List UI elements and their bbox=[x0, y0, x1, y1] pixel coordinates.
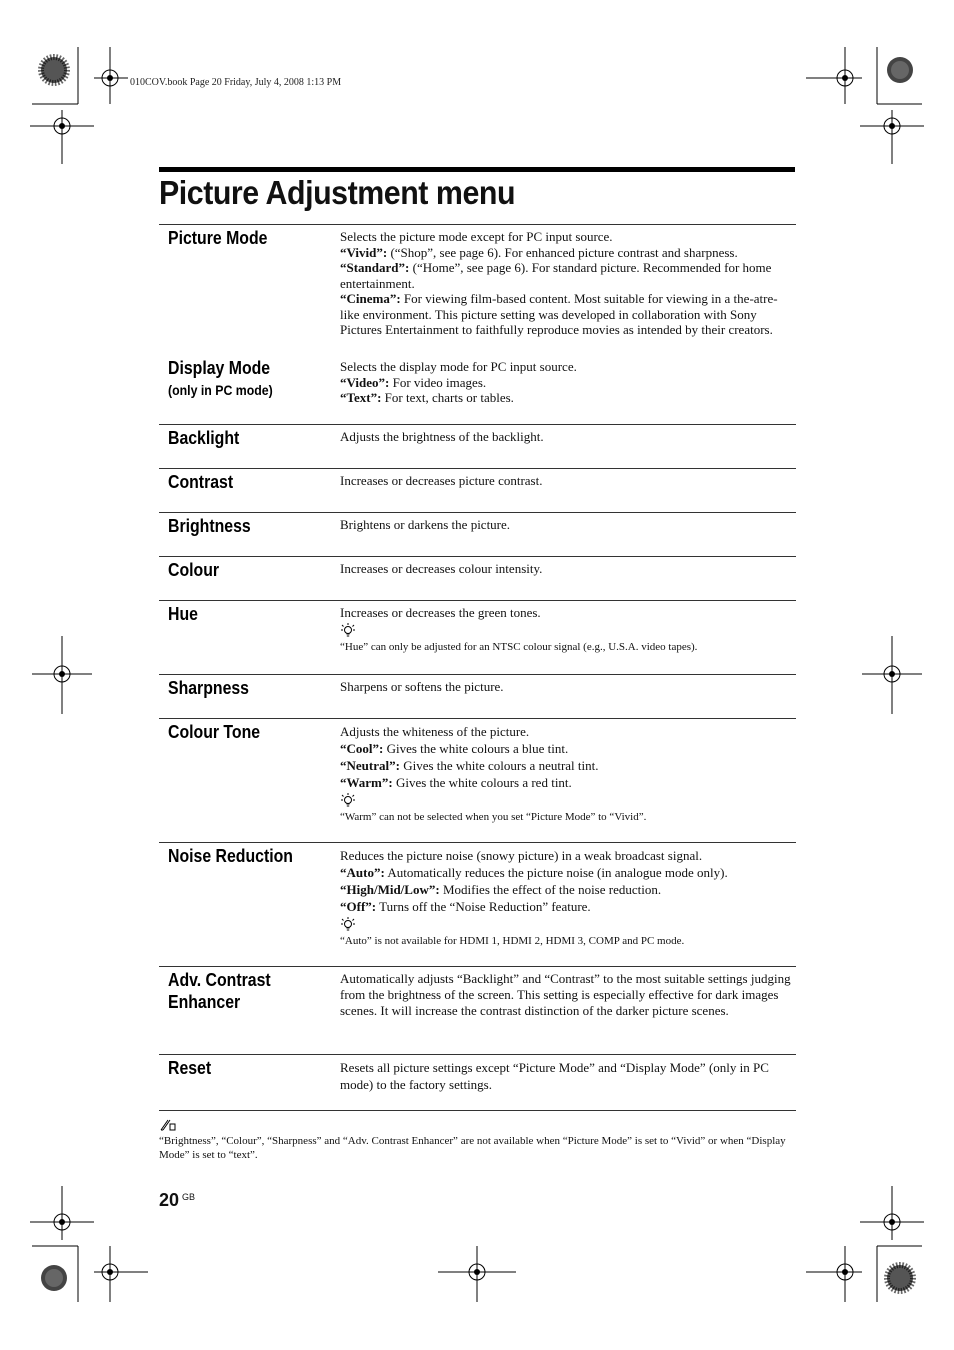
label-colour: Colour bbox=[168, 560, 220, 580]
note-text: “Brightness”, “Colour”, “Sharpness” and “Adv. Contrast Enhancer” are not available when “Picture Mode” is set to “Vivid” or when “Display Mode” is set to “text”. bbox=[159, 1135, 786, 1161]
row-sharpness bbox=[159, 674, 796, 718]
page-title: Picture Adjustment menu bbox=[159, 174, 516, 211]
desc-backlight: Adjusts the brightness of the backlight. bbox=[340, 429, 544, 444]
desc-hue: Increases or decreases the green tones. “Hue” can only be adjusted for an NTSC colour signal (e.g., U.S.A. video tapes). bbox=[340, 605, 796, 654]
hint-lightbulb-icon bbox=[340, 916, 356, 934]
desc-brightness: Brightens or darkens the picture. bbox=[340, 517, 511, 532]
settings-table bbox=[159, 224, 796, 1111]
desc-sharpness: Sharpens or softens the picture. bbox=[340, 679, 504, 694]
label-adv-contrast: Adv. Contrast Enhancer bbox=[168, 970, 271, 1012]
title-rule bbox=[159, 167, 795, 172]
desc-colour-tone: Adjusts the whiteness of the picture. “Cool”: Gives the white colours a blue tint. “Neutral”: Gives the white colours a neutral tint. “Warm”: Gives the white colours a red tint. “Warm” can not be selected when you set “Picture Mode” to “Vivid”. bbox=[340, 723, 796, 824]
label-contrast: Contrast bbox=[168, 472, 234, 492]
row-reset bbox=[159, 1054, 796, 1111]
desc-adv-contrast: Automatically adjusts “Backlight” and “Contrast” to the most suitable settings judging from the brightness of the screen. This setting is especially effective for dark images scenes. It will increase the contrast distinction of the darker picture scenes. bbox=[340, 971, 791, 1018]
label-brightness: Brightness bbox=[168, 516, 251, 536]
hint-hue: “Hue” can only be adjusted for an NTSC colour signal (e.g., U.S.A. video tapes). bbox=[340, 640, 698, 653]
desc-display-mode: Selects the display mode for PC input source. “Video”: For video images. “Text”: For text, charts or tables. bbox=[340, 359, 577, 405]
desc-contrast: Increases or decreases picture contrast. bbox=[340, 473, 543, 488]
row-colour bbox=[159, 556, 796, 600]
page-number: 20 $^{GB}$ bbox=[159, 1190, 196, 1210]
row-backlight bbox=[159, 424, 796, 468]
desc-picture-mode: Selects the picture mode except for PC input source. “Vivid”: (“Shop”, see page 6). For enhanced picture contrast and sharpness. “Standard”: (“Home”, see page 6). For standard picture. Recommended for home entertainment. “Cinema”: For viewing film-based content. Most suitable for viewing in a the-atre-like environment. This picture setting was developed in collaboration with Sony Pictures Entertainment to faithfully reproduce movies as intended by their creators. bbox=[340, 229, 778, 337]
label-hue: Hue bbox=[168, 604, 198, 624]
row-picture-mode bbox=[159, 224, 796, 424]
label-colour-tone: Colour Tone bbox=[168, 722, 261, 742]
desc-reset: Resets all picture settings except “Picture Mode” and “Display Mode” (only in PC mode) to the factory settings. bbox=[340, 1060, 769, 1092]
label-noise-reduction: Noise Reduction bbox=[168, 846, 293, 866]
row-colour-tone bbox=[159, 718, 796, 842]
label-sharpness: Sharpness bbox=[168, 678, 250, 698]
desc-colour: Increases or decreases colour intensity. bbox=[340, 561, 543, 576]
row-brightness bbox=[159, 512, 796, 556]
row-adv-contrast bbox=[159, 966, 796, 1054]
desc-noise-reduction: Reduces the picture noise (snowy picture) in a weak broadcast signal. “Auto”: Automatically reduces the picture noise (in analogue mode only). “High/Mid/Low”: Modifies the effect of the noise reduction. “Off”: Turns off the “Noise Reduction” feature. “Auto” is not available for HDMI 1, HDMI 2, HDMI 3, COMP and PC mode. bbox=[340, 847, 796, 948]
row-contrast bbox=[159, 468, 796, 512]
label-picture-mode: Picture Mode bbox=[168, 228, 268, 248]
row-noise-reduction bbox=[159, 842, 796, 966]
sublabel-pc-mode: (only in PC mode) bbox=[168, 382, 273, 398]
hint-lightbulb-icon bbox=[340, 792, 356, 810]
label-backlight: Backlight bbox=[168, 428, 240, 448]
hint-noise-reduction: “Auto” is not available for HDMI 1, HDMI 2, HDMI 3, COMP and PC mode. bbox=[340, 935, 685, 947]
row-hue bbox=[159, 600, 796, 674]
note bbox=[159, 1118, 799, 1162]
label-display-mode: Display Mode (only in PC mode) bbox=[168, 357, 318, 400]
hint-colour-tone: “Warm” can not be selected when you set “Picture Mode” to “Vivid”. bbox=[340, 811, 647, 823]
hint-lightbulb-icon bbox=[340, 622, 356, 640]
label-reset: Reset bbox=[168, 1058, 212, 1078]
note-pencil-icon bbox=[159, 1118, 177, 1132]
print-header: 010COV.book Page 20 Friday, July 4, 2008 1:13 PM bbox=[130, 77, 342, 88]
page-region: GB bbox=[182, 1192, 196, 1202]
